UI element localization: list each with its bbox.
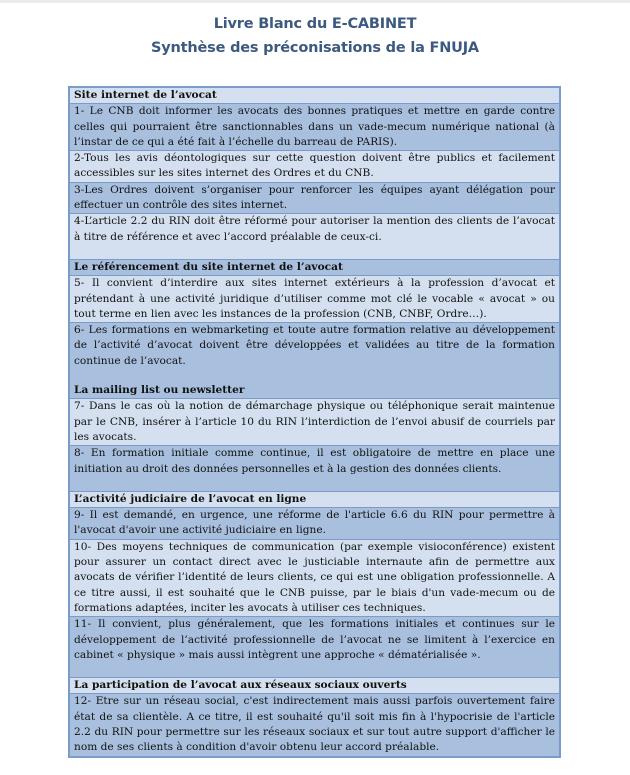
document-subtitle: Synthèse des préconisations de la FNUJA <box>151 40 479 56</box>
recommendation-8: 8- En formation initiale comme continue, il est obligatoire de mettre en place une initiation au droit des données personnelles et à la gestion des données clients. <box>70 446 559 492</box>
recommendation-2: 2-Tous les avis déontologiques sur cette question doivent être publics et facilement accessibles sur les sites internet des Ordres et du CNB. <box>70 151 559 183</box>
recommendation-11: 11- Il convient, plus généralement, que les formations initiales et continues sur le développement de l’activité professionnelle de l’avocat ne se limitent à l’exercice en cabinet « physique » mais aussi intègrent une approche « dématérialisée ». <box>70 617 559 678</box>
recommendation-1: 1- Le CNB doit informer les avocats des bonnes pratiques et mettre en garde contre celles qui pourraient être sanctionnables dans un vade-mecum numérique national (à l’instar de ce qui a été fait à l’échelle du barreau de PARIS). <box>70 104 559 151</box>
section-heading-site-internet: Site internet de l’avocat <box>70 88 559 104</box>
section-heading-reseaux-sociaux: La participation de l’avocat aux réseaux sociaux ouverts <box>70 678 559 694</box>
recommendation-4: 4-L’article 2.2 du RIN doit être réformé pour autoriser la mention des clients de l’avocat à titre de référence et avec l’accord préalable de ceux-ci. <box>70 214 559 260</box>
recommendation-3: 3-Les Ordres doivent s’organiser pour renforcer les équipes ayant délégation pour effectuer un contrôle des sites internet. <box>70 183 559 215</box>
recommendation-7: 7- Dans le cas où la notion de démarchage physique ou téléphonique serait maintenue par le CNB, insérer à l’article 10 du RIN l’interdiction de l’envoi abusif de courriels par les avocats. <box>70 399 559 446</box>
recommendation-9: 9- Il est demandé, en urgence, une réforme de l'article 6.6 du RIN pour permettre à l'avocat d'avoir une activité judiciaire en ligne. <box>70 508 559 540</box>
recommendation-10: 10- Des moyens techniques de communication (par exemple visioconférence) existent pour assurer un contact direct avec le justiciable internaute afin de permettre aux avocats de vérifier l’identité de leurs clients, ce qui est une obligation professionnelle. A ce titre aussi, il est souhaité que le CNB puisse, par le biais d'un vade-mecum ou de formations adaptées, inciter les avocats à utiliser ces techniques. <box>70 540 559 617</box>
section-heading-referencement: Le référencement du site internet de l’avocat <box>70 260 559 276</box>
recommendation-5: 5- Il convient d’interdire aux sites internet extérieurs à la profession d’avocat et prétendant à une activité juridique d’utiliser comme mot clé le vocable « avocat » ou tout terme en lien avec les instances de la profession (CNB, CNBF, Ordre…). <box>70 276 559 323</box>
section-heading-mailing-list: La mailing list ou newsletter <box>70 383 559 399</box>
document-title: Livre Blanc du E-CABINET <box>213 16 417 32</box>
recommendations-table <box>68 86 561 758</box>
recommendation-6: 6- Les formations en webmarketing et toute autre formation relative au développement de l’activité d’avocat doivent être développées et validées au titre de la formation continue de l’avocat. <box>70 323 559 383</box>
recommendation-12: 12- Etre sur un réseau social, c'est indirectement mais aussi parfois ouvertement faire état de sa clientèle. A ce titre, il est souhaité qu'il soit mis fin à l'hypocrisie de l'article 2.2 du RIN pour permettre sur les réseaux sociaux et sur tout autre support d'afficher le nom de ses clients à condition d'avoir obtenu leur accord préalable. <box>70 694 559 755</box>
section-heading-activite-judiciaire: L’activité judiciaire de l’avocat en ligne <box>70 492 559 508</box>
